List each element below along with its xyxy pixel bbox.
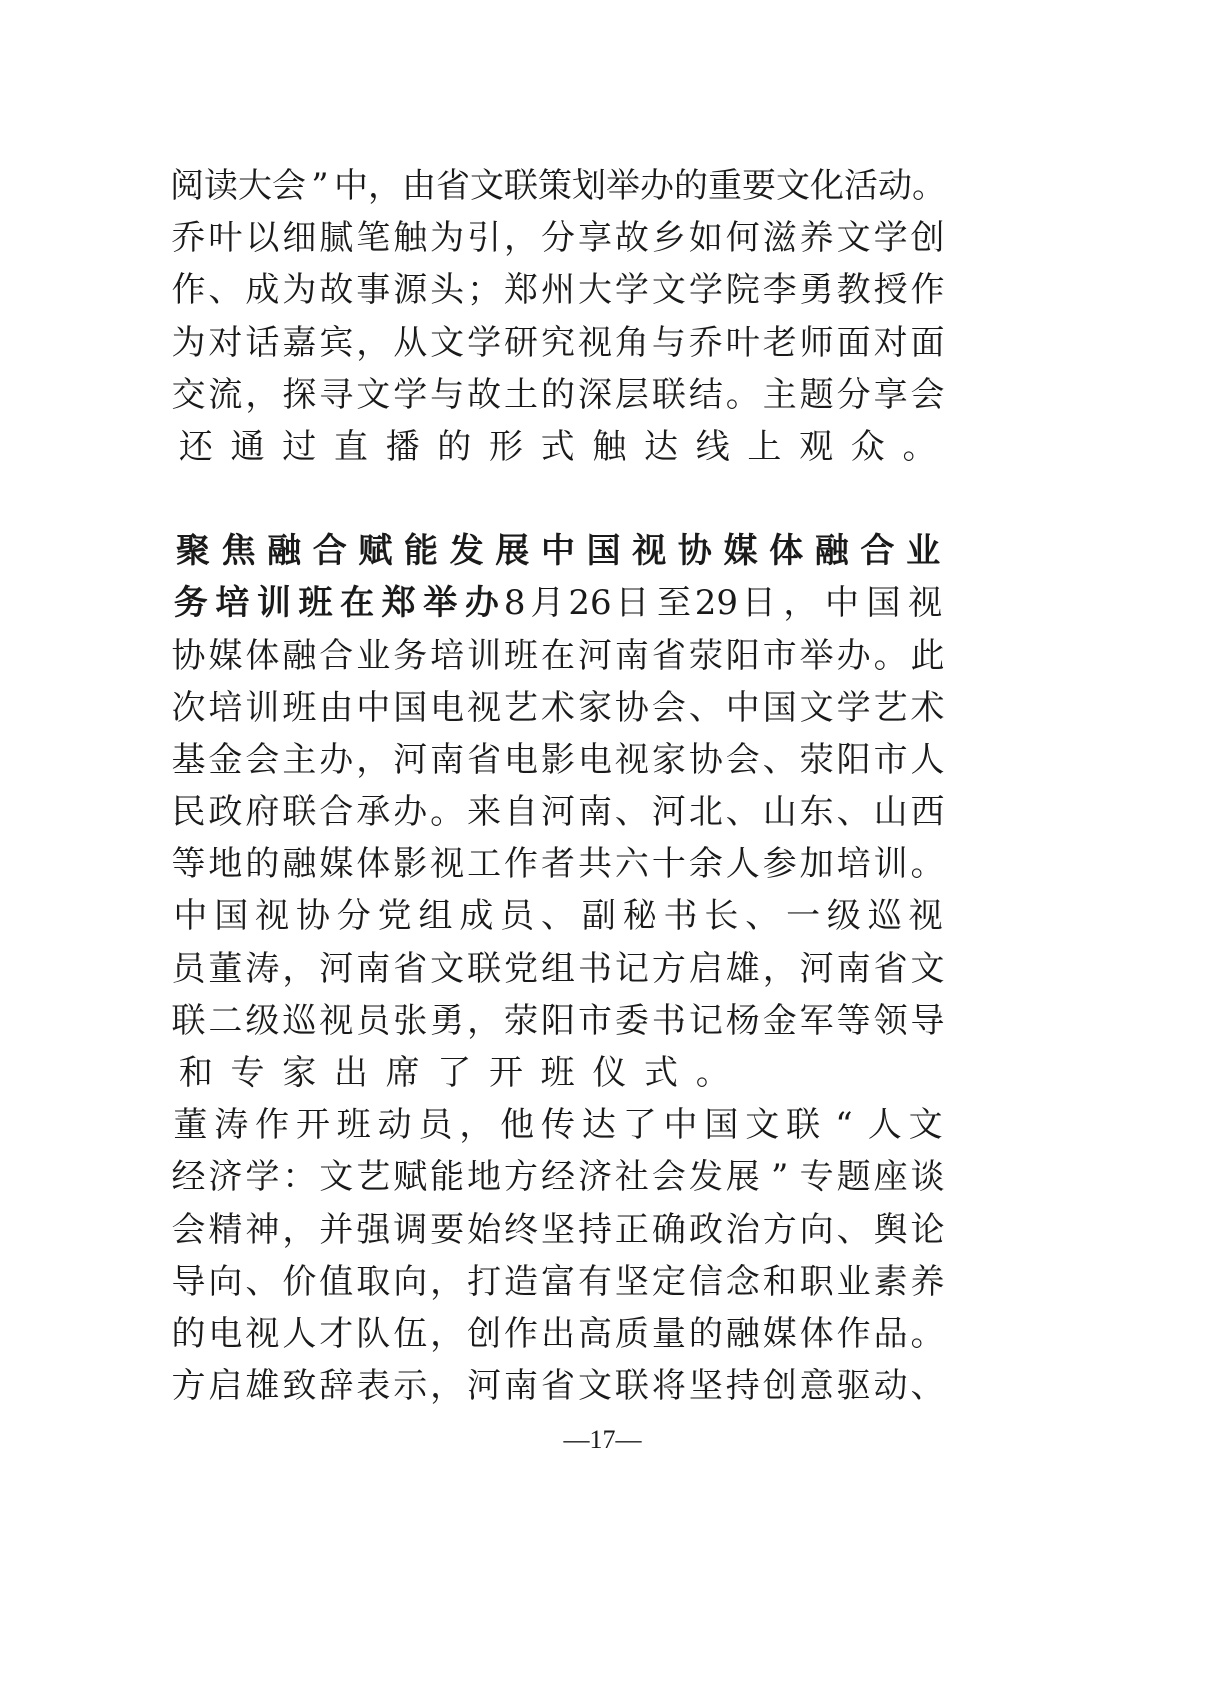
text-column [170,160,946,1412]
paragraph-attendees [170,890,946,1099]
text-line: 经 济 学 ： 文 艺 赋 能 地 方 经 济 社 会 发 展 ” 专 题 座 谈 [171,1157,945,1198]
text-line: 联 二 级 巡 视 员 张 勇 ， 荥 阳 市 委 书 记 杨 金 军 等 领 导 [171,1000,945,1041]
text-line: 务 培 训 班 在 郑 举 办 8 月 26 日 至 29 日 ， 中 国 视 [173,583,943,624]
text-line: 基 金 会 主 办 ， 河 南 省 电 影 电 视 家 协 会 、 荥 阳 市 人 [171,739,945,780]
text-line: 会 精 神 ， 并 强 调 要 始 终 坚 持 正 确 政 治 方 向 、 舆 论 [171,1209,945,1250]
text-line: 协 媒 体 融 合 业 务 培 训 班 在 河 南 省 荥 阳 市 举 办 。 此 [171,635,945,676]
text-line: 董 涛 作 开 班 动 员 ， 他 传 达 了 中 国 文 联 “ 人 文 [173,1105,943,1146]
text-line: 的 电 视 人 才 队 伍 ， 创 作 出 高 质 量 的 融 媒 体 作 品 。 [171,1313,945,1354]
text-line: 方 启 雄 致 辞 表 示 ， 河 南 省 文 联 将 坚 持 创 意 驱 动 、 [171,1366,945,1407]
text-line: 阅 读 大 会 ” 中 ， 由 省 文 联 策 划 举 办 的 重 要 文 化 活 动 。 [170,166,946,206]
text-line: 和 专 家 出 席 了 开 班 仪 式 。 [178,1053,730,1093]
text-line: 作 、 成 为 故 事 源 头 ； 郑 州 大 学 文 学 院 李 勇 教 授 作 [171,270,945,311]
page-number: —17— [563,1425,642,1454]
text-line: 为 对 话 嘉 宾 ， 从 文 学 研 究 视 角 与 乔 叶 老 师 面 对 面 [171,322,945,363]
paragraph-spacer [170,473,946,525]
paragraph-continuation [170,160,946,473]
text-line: 交 流 ， 探 寻 文 学 与 故 土 的 深 层 联 结 。 主 题 分 享 会 [171,374,945,415]
text-line: 还 通 过 直 播 的 形 式 触 达 线 上 观 众 。 [178,426,937,467]
text-line: 等 地 的 融 媒 体 影 视 工 作 者 共 六 十 余 人 参 加 培 训 。 [171,844,945,885]
text-line: 导 向 、 价 值 取 向 ， 打 造 富 有 坚 定 信 念 和 职 业 素 养 [171,1261,945,1302]
text-line: 中 国 视 协 分 党 组 成 员 、 副 秘 书 长 、 一 级 巡 视 [173,896,943,937]
text-line: 次 培 训 班 由 中 国 电 视 艺 术 家 协 会 、 中 国 文 学 艺 术 [171,687,945,728]
text-line: 乔 叶 以 细 腻 笔 触 为 引 ， 分 享 故 乡 如 何 滋 养 文 学 创 [171,218,945,259]
news-item-media-training [170,525,946,890]
headline-line: 聚 焦 融 合 赋 能 发 展 中 国 视 协 媒 体 融 合 业 [175,531,941,572]
paragraph-opening-speech [170,1099,946,1412]
text-line: 民 政 府 联 合 承 办 。 来 自 河 南 、 河 北 、 山 东 、 山 西 [171,792,945,833]
text-line: 员 董 涛 ， 河 南 省 文 联 党 组 书 记 方 启 雄 ， 河 南 省 文 [171,948,945,989]
